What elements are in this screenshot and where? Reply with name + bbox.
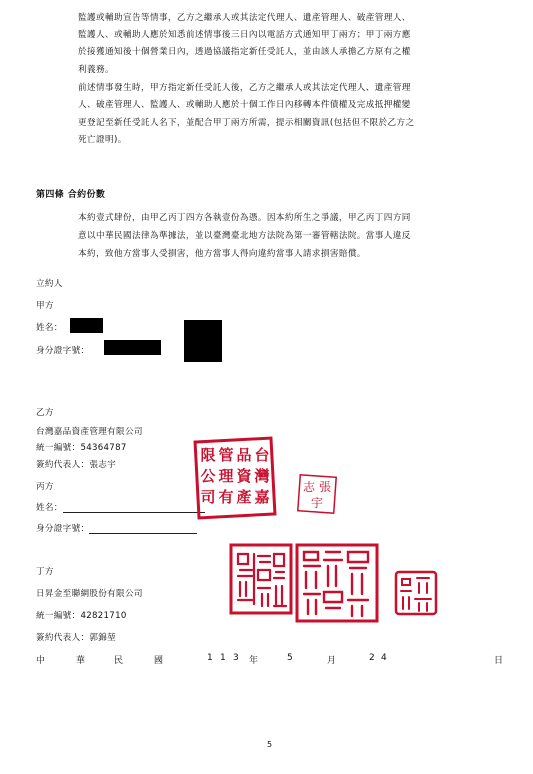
party-d-company: 日昇金至聯網股份有限公司 [36,589,143,599]
party-c-id-label [36,522,197,534]
company-seal-jiapin [194,437,276,519]
redacted-id-number [104,340,161,355]
article4-line-2: 意以中華民國法律為準據法，並以臺灣臺北地方法院為第一審管轄法院。當事人違反 [78,231,411,241]
party-b-label: 乙方 [36,408,54,418]
party-d-representative: 簽約代表人：郭錦堃 [36,633,117,643]
party-c-id-text: 身分證字號： [36,524,90,534]
seal-char: 資 [236,467,252,485]
article-line-4: 利義務。 [78,65,114,75]
article-line-5: 前述情事發生時，甲方指定新任受託人後，乙方之繼承人或其法定代理人、遺產管理 [78,83,411,93]
party-b-company: 台灣嘉品資產管理有限公司 [36,427,143,437]
party-c-name-blank [63,502,205,513]
redacted-name [70,318,103,333]
seal-char: 品 [236,446,252,464]
seal-char: 司 [200,488,216,506]
page-number: 5 [267,740,273,749]
date-char: 中 [36,656,46,666]
article-line-3: 於接獲通知後十個營業日內，透過協議指定新任受託人，並由該人承擔乙方原有之權 [78,47,411,57]
date-char: 4 [381,653,387,663]
seal-char: 理 [218,467,234,485]
party-a-label: 甲方 [36,301,54,311]
seal-char: 產 [236,488,252,506]
personal-seal-zhang [297,474,337,514]
article4-line-3: 本約，致他方當事人受損害，他方當事人得向違約當事人請求損害賠償。 [78,249,366,259]
article-line-7: 更登記至新任受託人名下，並配合甲丁兩方所需，提示相關資訊(包括但不限於乙方之 [78,118,415,128]
party-c-name-label [36,501,205,513]
seal-char: 公 [200,467,216,485]
signatories-title: 立約人 [36,279,63,289]
article4-line-1: 本約壹式肆份，由甲乙丙丁四方各執壹份為憑。因本約所生之爭議，甲乙丙丁四方同 [78,213,411,223]
party-d-label: 丁方 [36,567,54,577]
date-char: 華 [76,656,86,666]
date-char: 2 [369,653,375,663]
date-char: 1 [207,653,213,663]
date-char: 月 [327,656,337,666]
date-char: 1 [220,653,226,663]
article-line-6: 人、破產管理人、監護人、或輔助人應於十個工作日內移轉本件債權及完成抵押權變 [78,100,411,110]
party-a-name-label: 姓名： [36,323,63,333]
party-b-tax-id: 統一編號：54364787 [36,443,127,453]
date-char: 日 [494,656,504,666]
company-seal-left [228,542,294,616]
personal-seal-guo [393,569,439,617]
date-char: 年 [249,656,259,666]
seal-char: 宇 [310,496,324,510]
article-line-8: 死亡證明)。 [78,135,127,145]
party-b-representative: 簽約代表人：張志宇 [36,460,117,470]
redacted-signature [184,320,222,362]
seal-char: 限 [200,446,216,464]
party-a-id-label: 身分證字號： [36,346,90,356]
article-line-2: 監護人、或輔助人應於知悉前述情事後三日內以電話方式通知甲丁兩方；甲丁兩方應 [78,30,411,40]
company-seal-right [294,542,380,624]
seal-char: 張 [318,480,332,494]
date-char: 3 [233,653,239,663]
seal-char: 嘉 [254,488,270,506]
article4-heading: 第四條 合約份數 [36,190,106,200]
party-c-name-text: 姓名： [36,503,63,513]
seal-char: 志 [302,480,316,494]
seal-char: 灣 [254,467,270,485]
seal-char: 台 [254,446,270,464]
party-c-id-blank [89,523,197,534]
date-char: 5 [287,653,293,663]
article-line-1: 監護或輔助宣告等情事，乙方之繼承人或其法定代理人、遺產管理人、破產管理人、 [78,13,411,23]
party-d-tax-id: 統一編號：42821710 [36,611,127,621]
seal-char: 管 [218,446,234,464]
party-c-label: 丙方 [36,482,54,492]
date-char: 國 [154,656,164,666]
date-char: 民 [114,656,124,666]
seal-char: 有 [218,488,234,506]
